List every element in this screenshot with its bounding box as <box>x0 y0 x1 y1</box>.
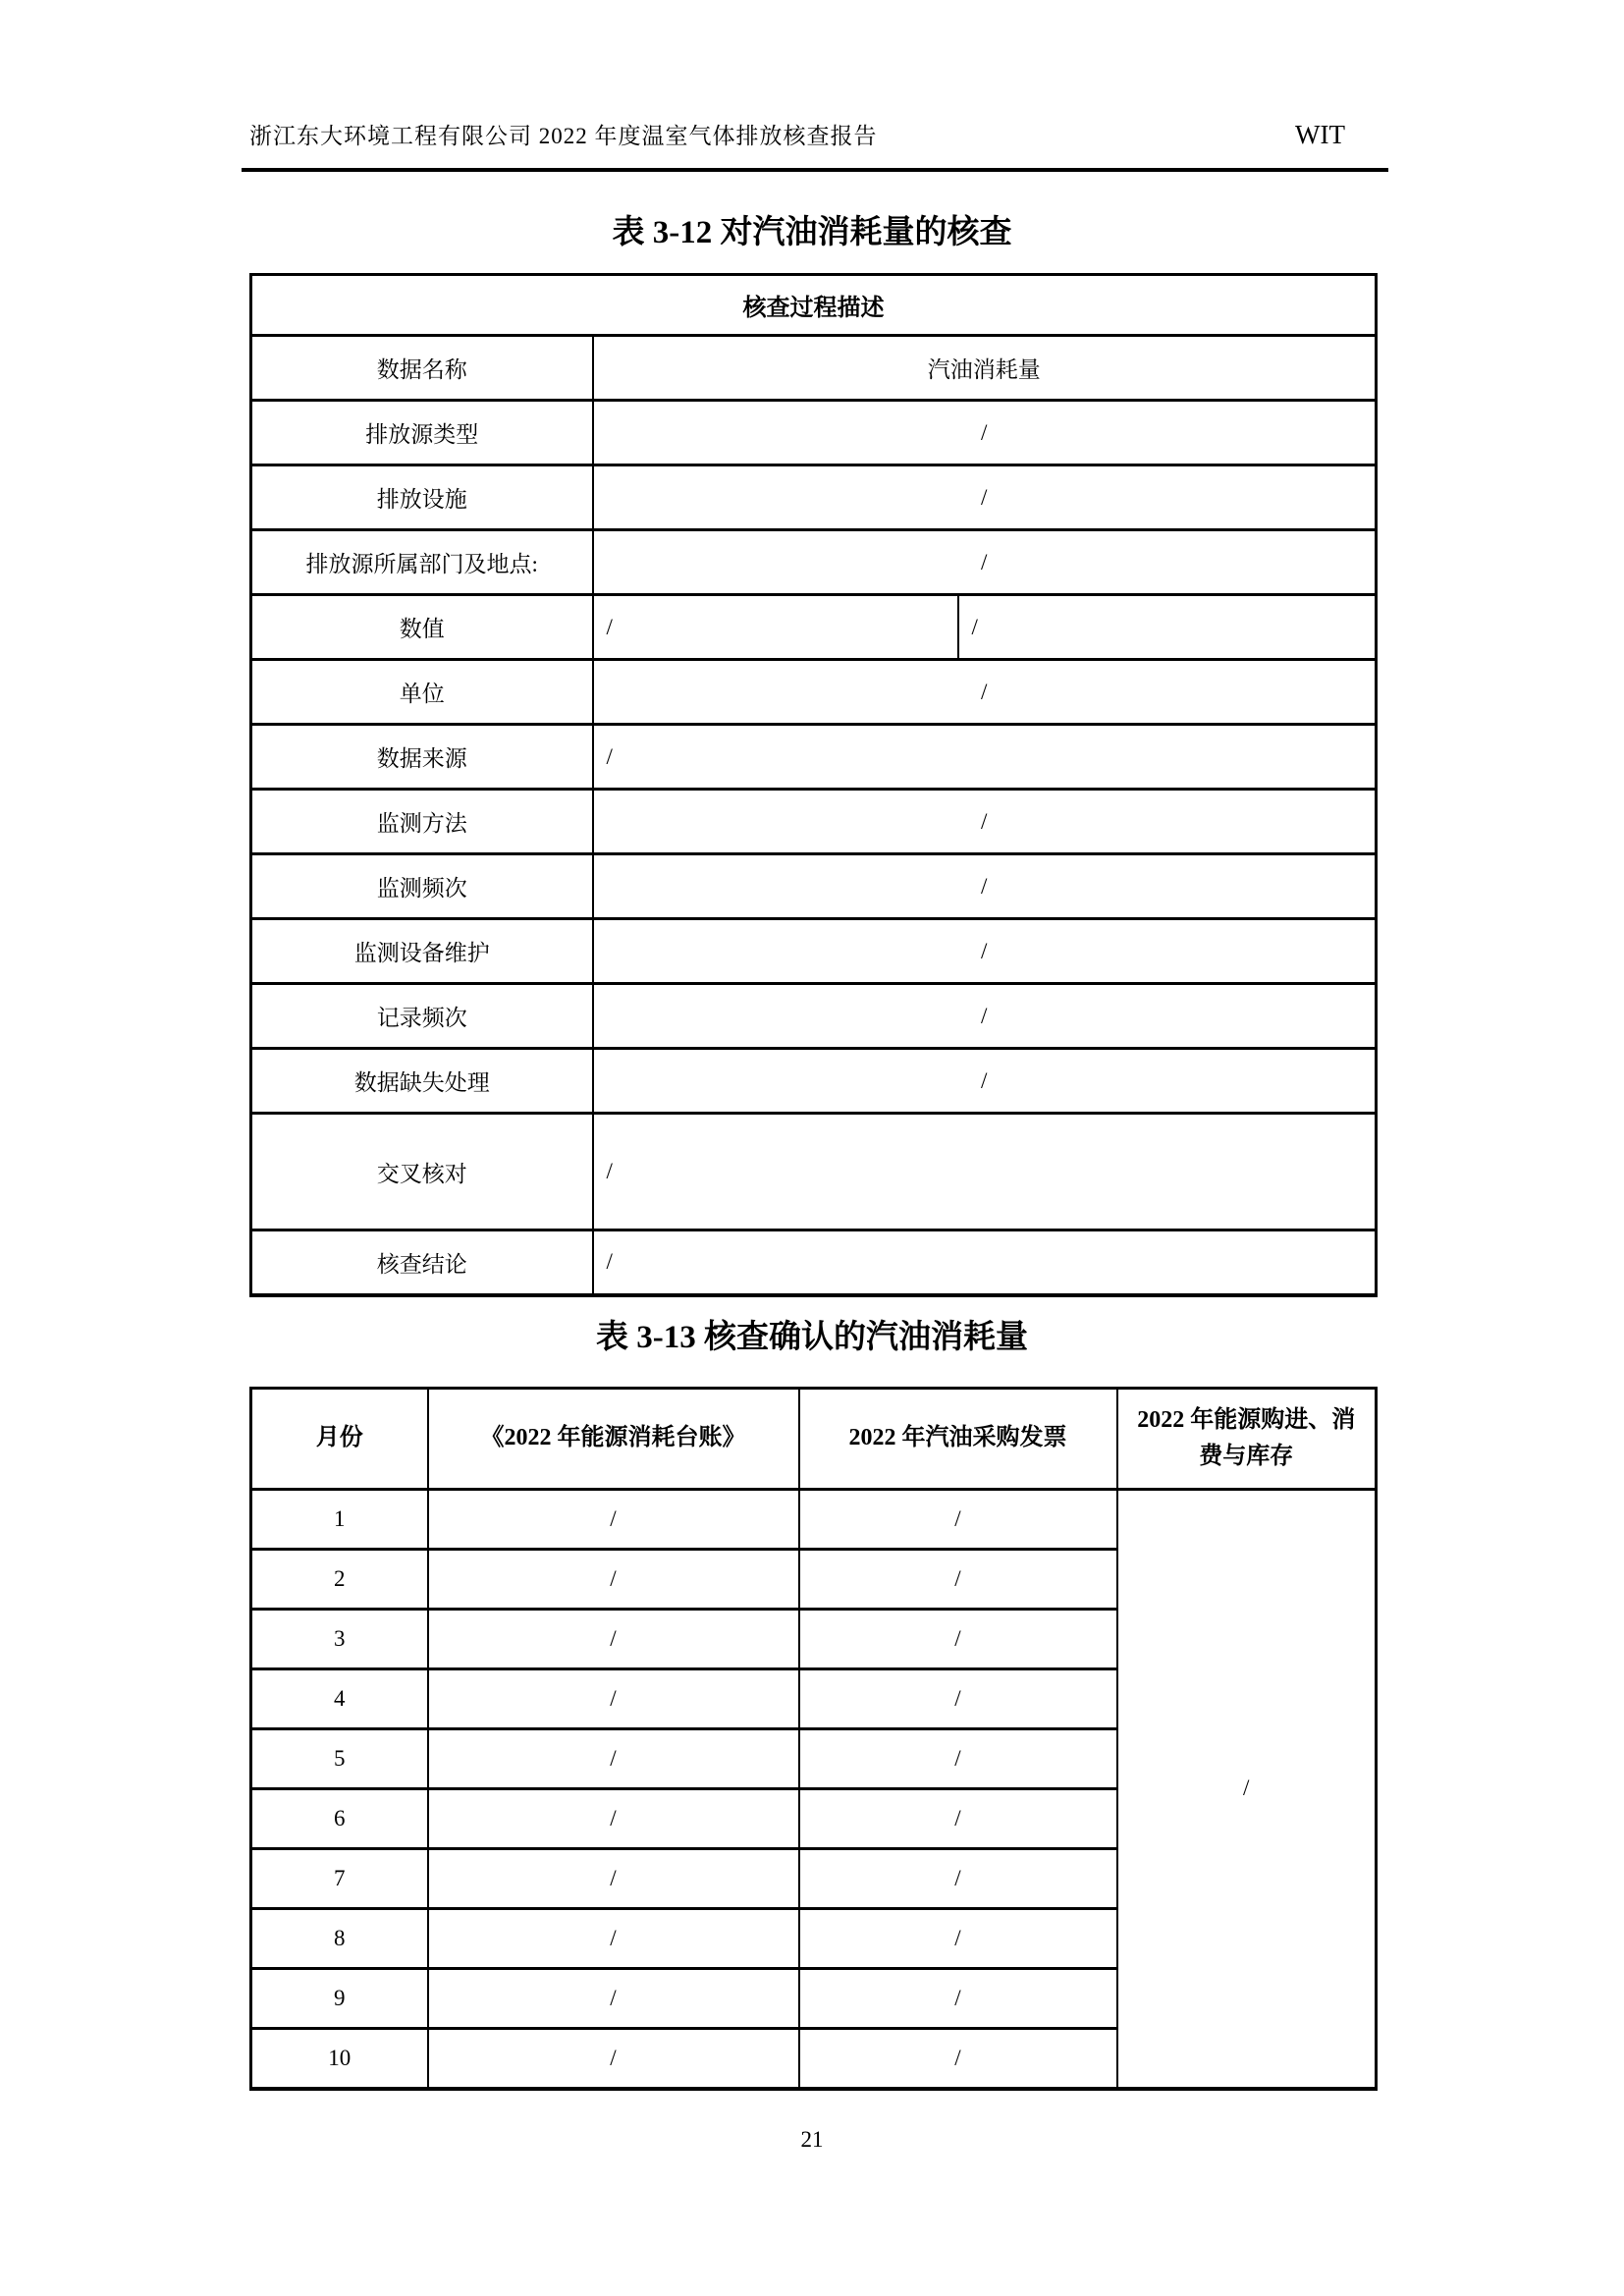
page-number: 21 <box>800 2127 824 2152</box>
row-value: / <box>593 1114 1377 1230</box>
table-row <box>251 465 1377 530</box>
month-cell: 7 <box>251 1849 428 1909</box>
month-cell: 6 <box>251 1789 428 1849</box>
table-row <box>251 530 1377 595</box>
invoice-cell: / <box>799 2029 1117 2089</box>
row-value: / <box>593 1049 1377 1114</box>
table-row <box>251 725 1377 790</box>
table-3-13-title: 表 3-13 核查确认的汽油消耗量 <box>596 1320 1028 1355</box>
row-label: 排放设施 <box>251 465 593 530</box>
month-cell: 4 <box>251 1669 428 1729</box>
table-section-header: 核查过程描述 <box>251 275 1377 336</box>
table-header-row <box>251 1389 1377 1490</box>
table-row <box>251 660 1377 725</box>
row-value: / <box>593 919 1377 984</box>
inventory-merged-cell: / <box>1117 1490 1377 2089</box>
month-cell: 5 <box>251 1729 428 1789</box>
month-cell: 2 <box>251 1550 428 1610</box>
month-cell: 8 <box>251 1909 428 1969</box>
invoice-cell: / <box>799 1729 1117 1789</box>
table-row <box>251 919 1377 984</box>
ledger-cell: / <box>428 1789 799 1849</box>
ledger-cell: / <box>428 1610 799 1669</box>
table-row <box>251 1049 1377 1114</box>
column-header-invoice: 2022 年汽油采购发票 <box>799 1389 1117 1490</box>
table-row <box>251 401 1377 465</box>
row-value: / <box>593 984 1377 1049</box>
invoice-cell: / <box>799 1789 1117 1849</box>
ledger-cell: / <box>428 1550 799 1610</box>
table-row <box>251 595 1377 660</box>
row-value: / <box>593 465 1377 530</box>
row-value: / <box>593 530 1377 595</box>
invoice-cell: / <box>799 1909 1117 1969</box>
table-row <box>251 1230 1377 1295</box>
invoice-cell: / <box>799 1550 1117 1610</box>
table-3-13 <box>249 1387 1378 2091</box>
row-value: / <box>593 725 1377 790</box>
row-value: / <box>593 401 1377 465</box>
row-label: 排放源所属部门及地点: <box>251 530 593 595</box>
ledger-cell: / <box>428 1849 799 1909</box>
ledger-cell: / <box>428 1490 799 1550</box>
row-value: / <box>958 595 1377 660</box>
table-3-12 <box>249 273 1378 1297</box>
column-header-inventory: 2022 年能源购进、消费与库存 <box>1117 1389 1377 1490</box>
header-divider <box>242 168 1388 172</box>
row-value: / <box>593 595 958 660</box>
ledger-cell: / <box>428 2029 799 2089</box>
table-row <box>251 275 1377 336</box>
invoice-cell: / <box>799 1610 1117 1669</box>
row-label: 监测设备维护 <box>251 919 593 984</box>
table-3-12-title: 表 3-12 对汽油消耗量的核查 <box>612 215 1012 250</box>
row-value: / <box>593 660 1377 725</box>
table-row <box>251 854 1377 919</box>
row-label: 排放源类型 <box>251 401 593 465</box>
column-header-ledger: 《2022 年能源消耗台账》 <box>428 1389 799 1490</box>
row-label: 数据名称 <box>251 336 593 401</box>
row-label: 核查结论 <box>251 1230 593 1295</box>
column-header-month: 月份 <box>251 1389 428 1490</box>
row-value: / <box>593 854 1377 919</box>
row-label: 数值 <box>251 595 593 660</box>
row-label: 数据来源 <box>251 725 593 790</box>
row-value: / <box>593 790 1377 854</box>
row-value: 汽油消耗量 <box>593 336 1377 401</box>
row-label: 监测频次 <box>251 854 593 919</box>
table-row <box>251 984 1377 1049</box>
row-value: / <box>593 1230 1377 1295</box>
table-row <box>251 790 1377 854</box>
month-cell: 9 <box>251 1969 428 2029</box>
ledger-cell: / <box>428 1669 799 1729</box>
month-cell: 10 <box>251 2029 428 2089</box>
month-cell: 3 <box>251 1610 428 1669</box>
row-label: 数据缺失处理 <box>251 1049 593 1114</box>
ledger-cell: / <box>428 1909 799 1969</box>
running-header <box>249 118 1375 150</box>
row-label: 记录频次 <box>251 984 593 1049</box>
month-cell: 1 <box>251 1490 428 1550</box>
ledger-cell: / <box>428 1729 799 1789</box>
report-header-title: 浙江东大环境工程有限公司 2022 年度温室气体排放核查报告 <box>249 124 878 148</box>
row-label: 监测方法 <box>251 790 593 854</box>
row-label: 单位 <box>251 660 593 725</box>
ledger-cell: / <box>428 1969 799 2029</box>
invoice-cell: / <box>799 1490 1117 1550</box>
invoice-cell: / <box>799 1969 1117 2029</box>
table-row <box>251 1114 1377 1230</box>
invoice-cell: / <box>799 1669 1117 1729</box>
table-row <box>251 1490 1377 1550</box>
row-label: 交叉核对 <box>251 1114 593 1230</box>
header-logo-text: WIT <box>1295 120 1345 149</box>
invoice-cell: / <box>799 1849 1117 1909</box>
table-row <box>251 336 1377 401</box>
